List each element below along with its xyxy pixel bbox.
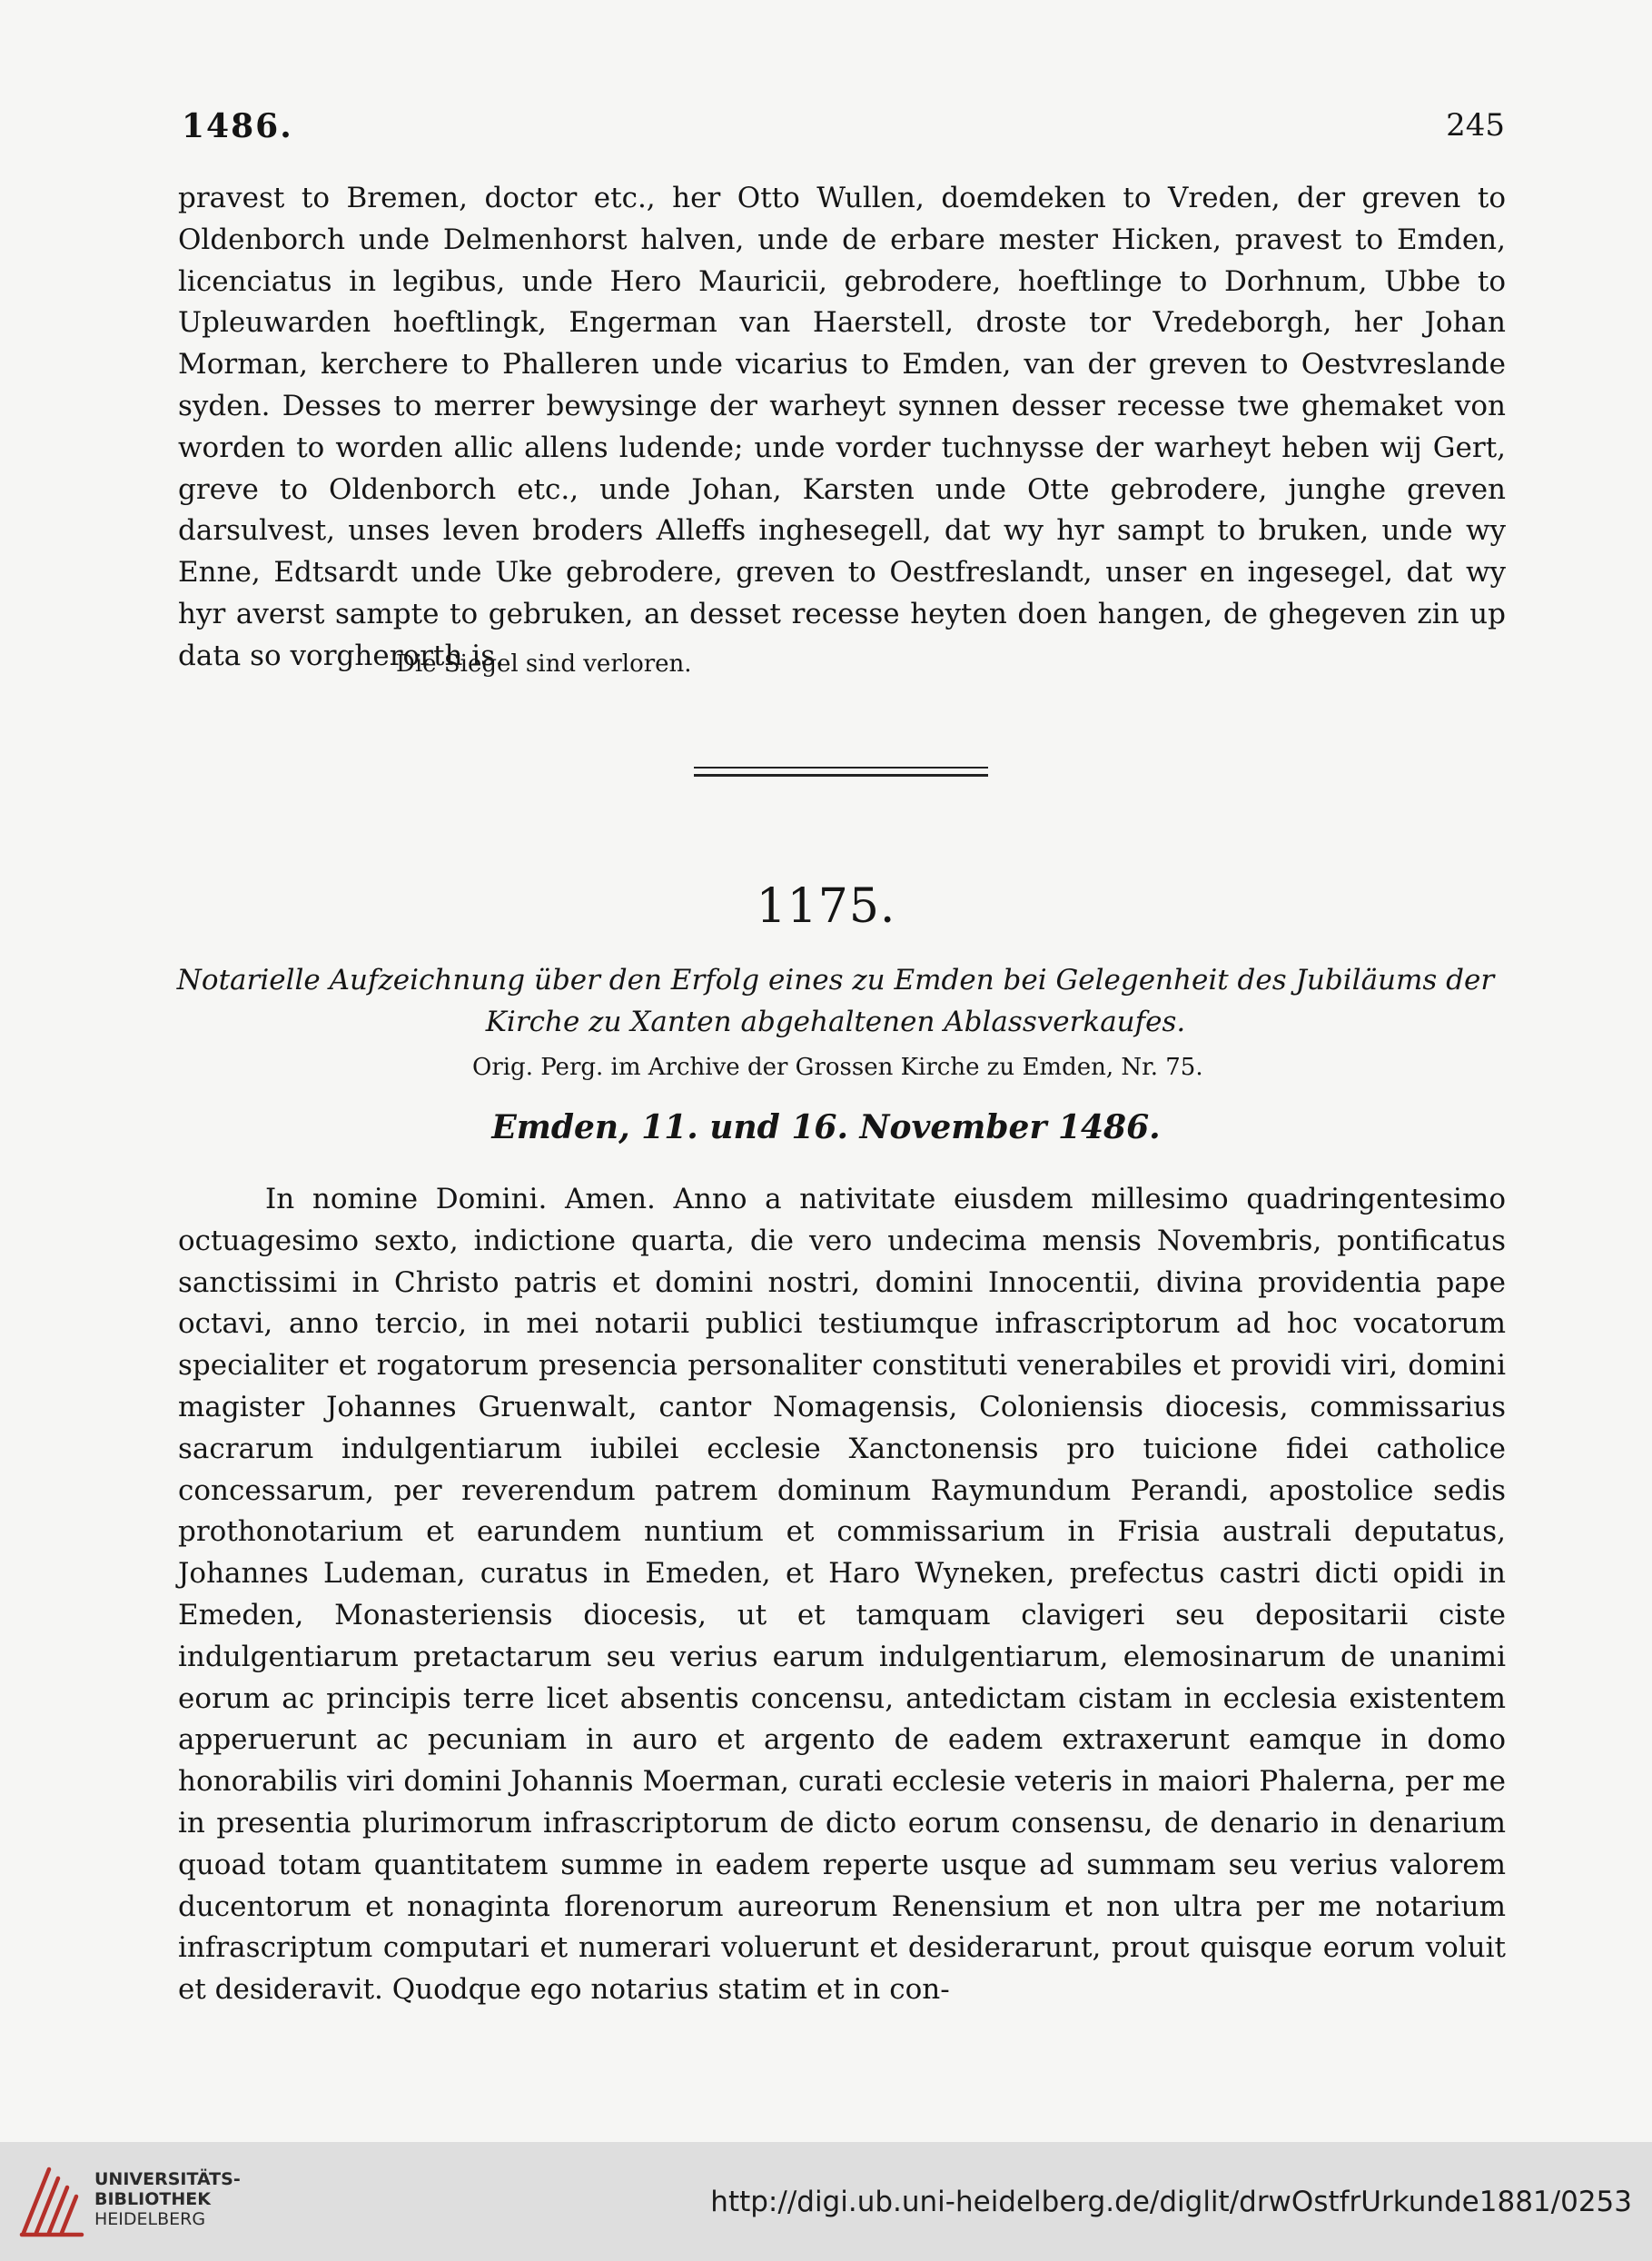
source-url-link[interactable]: http://digi.ub.uni-heidelberg.de/diglit/drwOstfrUrkunde1881/0253: [710, 2186, 1632, 2218]
logo-line-universitaets: UNIVERSITÄTS-: [94, 2169, 241, 2189]
footer-bar: [0, 2142, 1652, 2261]
document-number: 1175.: [756, 879, 896, 934]
running-header-year: 1486.: [182, 107, 293, 145]
library-logo-text: [94, 2169, 241, 2229]
seal-note: Die Siegel sind verloren.: [396, 650, 692, 678]
library-logo-icon: [18, 2162, 85, 2238]
source-note: Orig. Perg. im Archive der Grossen Kirche zu Emden, Nr. 75.: [472, 1054, 1203, 1081]
place-date-heading: Emden, 11. und 16. November 1486.: [491, 1108, 1161, 1146]
document-body-text: In nomine Domini. Amen. Anno a nativitate eiusdem millesimo quadringentesimo octuagesimo sexto, indictione quarta, die vero undecima mensis Novembris, pontificatus sanctissimi in Christo patris et domini nostri, domini Innocentii, divina providentia pape octavi, anno tercio, in mei notarii publici testiumque infrascriptorum ad hoc vocatorum specialiter et rogatorum presencia personaliter constituti venerabiles et providi viri, domini magister Johannes Gruenwalt, cantor Nomagensis, Coloniensis diocesis, commissarius sacrarum indulgentiarum iubilei ecclesie Xanctonensis pro tuicione fidei catholice concessarum, per reverendum patrem dominum Raymundum Perandi, apostolice sedis prothonotarium et earundem nuntium et commissarium in Frisia australi deputatus, Johannes Ludeman, curatus in Emeden, et Haro Wyneken, prefectus castri dicti opidi in Emeden, Monasteriensis diocesis, ut et tamquam clavigeri seu depositarii ciste indulgentiarum pretactarum seu verius earum indulgentiarum, elemosinarum de unanimi eorum ac principis terre licet absentis concensu, antedictam cistam in ecclesia existentem apperuerunt ac pecuniam in auro et argento de eadem extraxerunt eamque in domo honorabilis viri domini Johannis Moerman, curati ecclesie veteris in maiori Phalerna, per me in presentia plurimorum infrascriptorum de dicto eorum consensu, de denario in denarium quoad totam quantitatem summe in eadem reperte usque ad summam seu verius valorem ducentorum et nonaginta florenorum aureorum Renensium et non ultra per me notarium infrascriptum computari et numerari voluerunt et desiderarunt, prout quisque eorum voluit et desideravit. Quodque ego notarius statim et in con-: [178, 1183, 1506, 2007]
section-divider-rule: [694, 767, 988, 769]
logo-line-heidelberg: HEIDELBERG: [94, 2209, 206, 2229]
previous-document-text: pravest to Bremen, doctor etc., her Otto Wullen, doemdeken to Vreden, der greven to Oldenborch unde Delmenhorst halven, unde de erbare mester Hicken, pravest to Emden, licenciatus in legibus, unde Hero Mauricii, gebrodere, hoeftlinge to Dorhnum, Ubbe to Upleuwarden hoeftlingk, Engerman van Haerstell, droste tor Vredeborgh, her Johan Morman, kerchere to Phalleren unde vicarius to Emden, van der greven to Oestvreslande syden. Desses to merrer bewysinge der warheyt synnen desser recesse twe ghemaket von worden to worden allic allens ludende; unde vorder tuchnysse der warheyt heben wij Gert, greve to Oldenborch etc., unde Johan, Karsten unde Otte gebrodere, junghe greven darsulvest, unses leven broders Alleffs inghesegell, dat wy hyr sampt to bruken, unde wy Enne, Edtsardt unde Uke gebrodere, greven to Oestfreslandt, unser en ingesegel, dat wy hyr averst sampte to gebruken, an desset recesse heyten doen hangen, de ghegeven zin up data so vorgherorth is.: [178, 182, 1506, 672]
page-number: 245: [1446, 107, 1505, 144]
logo-line-bibliothek: BIBLIOTHEK: [94, 2189, 211, 2209]
section-divider-rule-thick: [694, 774, 988, 777]
document-title: Notarielle Aufzeichnung über den Erfolg eines zu Emden bei Gelegenheit des Jubiläums der Kirche zu Xanten abgehaltenen Ablassverkaufes.: [176, 964, 1495, 1038]
